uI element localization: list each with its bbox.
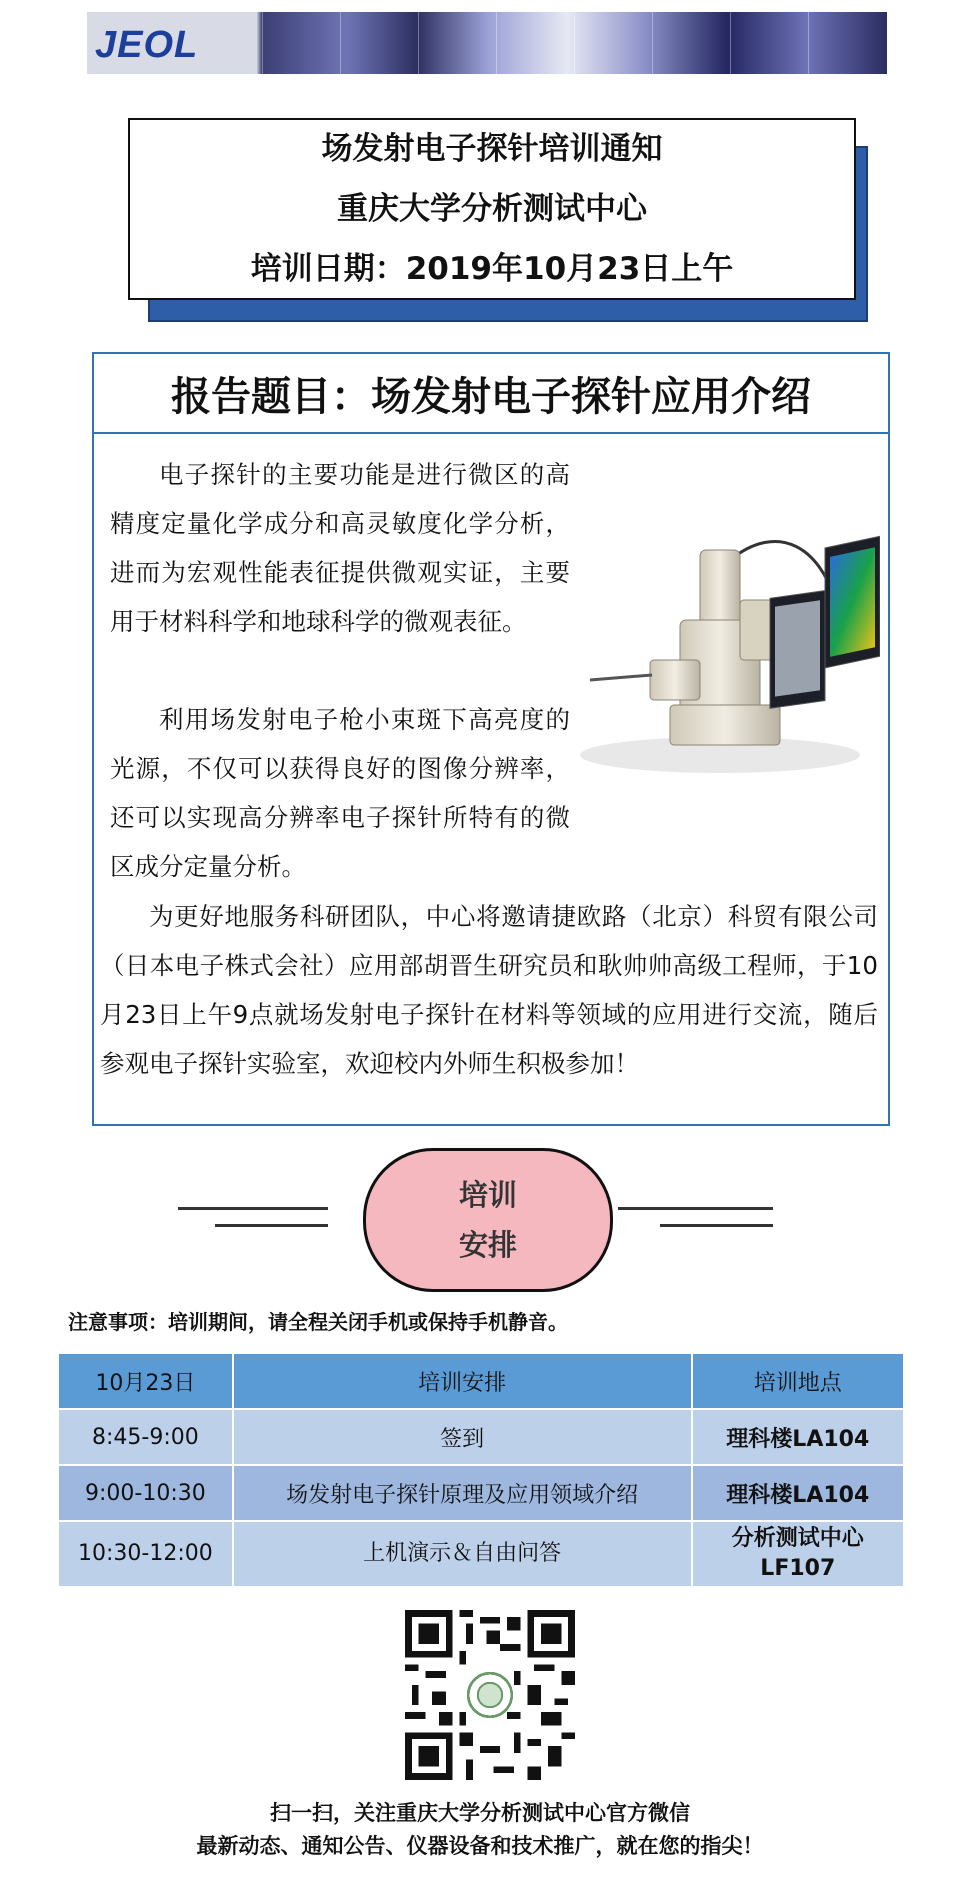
notice-title: 场发射电子探针培训通知 — [321, 131, 663, 167]
location-cell: 理科楼LA104 — [692, 1409, 904, 1465]
intro-paragraph-3: 为更好地服务科研团队，中心将邀请捷欧路（北京）科贸有限公司（日本电子株式会社）应用部胡晋生研究员和耿帅帅高级工程师，于10月23日上午9点就场发射电子探针在材料等领域的应用进行交流，随后参观电子探针实验室，欢迎校内外师生积极参加！ — [100, 902, 878, 1078]
training-date: 培训日期：2019年10月23日上午 — [250, 251, 734, 287]
time-cell: 9:00-10:30 — [58, 1465, 233, 1521]
table-header-row — [58, 1353, 904, 1409]
activity-cell: 场发射电子探针原理及应用领域介绍 — [233, 1465, 692, 1521]
footer-line-2: 最新动态、通知公告、仪器设备和技术推广，就在您的指尖！ — [196, 1834, 764, 1858]
header-banner — [87, 12, 887, 74]
footer-line-1: 扫一扫，关注重庆大学分析测试中心官方微信 — [270, 1801, 690, 1825]
notice-text: 注意事项：培训期间，请全程关闭手机或保持手机静音。 — [68, 1310, 568, 1334]
intro-paragraph-2: 利用场发射电子枪小束斑下高亮度的光源，不仅可以获得良好的图像分辨率，还可以实现高分辨率电子探针所特有的微区成分定量分析。 — [110, 705, 570, 881]
table-row — [58, 1409, 904, 1465]
time-cell: 10:30-12:00 — [58, 1521, 233, 1587]
activity-cell: 上机演示＆自由问答 — [233, 1521, 692, 1587]
jeol-logo: JEOL — [95, 24, 199, 66]
time-cell: 8:45-9:00 — [58, 1409, 233, 1465]
divider-right-1 — [618, 1207, 773, 1210]
location-line-2: LF107 — [760, 1556, 836, 1581]
location-cell — [692, 1521, 904, 1587]
organizer: 重庆大学分析测试中心 — [337, 191, 647, 227]
badge-line-1: 培训 — [458, 1178, 517, 1212]
intro-paragraph-1: 电子探针的主要功能是进行微区的高精度定量化学成分和高灵敏度化学分析，进而为宏观性能表征提供微观实证，主要用于材料科学和地球科学的微观表征。 — [110, 460, 570, 636]
report-title: 报告题目：场发射电子探针应用介绍 — [94, 354, 888, 434]
table-row — [58, 1521, 904, 1587]
divider-right-2 — [660, 1224, 773, 1227]
activity-cell: 签到 — [233, 1409, 692, 1465]
title-box — [128, 118, 856, 300]
badge-line-2: 安排 — [458, 1228, 517, 1262]
schedule-table — [57, 1352, 905, 1588]
header-activity: 培训安排 — [233, 1353, 692, 1409]
divider-left-1 — [178, 1207, 328, 1210]
table-row — [58, 1465, 904, 1521]
location-cell: 理科楼LA104 — [692, 1465, 904, 1521]
location-line-1: 分析测试中心 — [731, 1526, 864, 1551]
header-date: 10月23日 — [58, 1353, 233, 1409]
divider-left-2 — [215, 1224, 328, 1227]
wechat-qr-code[interactable] — [405, 1610, 575, 1780]
microscope-image — [580, 530, 880, 780]
schedule-badge — [363, 1148, 613, 1292]
header-location: 培训地点 — [692, 1353, 904, 1409]
